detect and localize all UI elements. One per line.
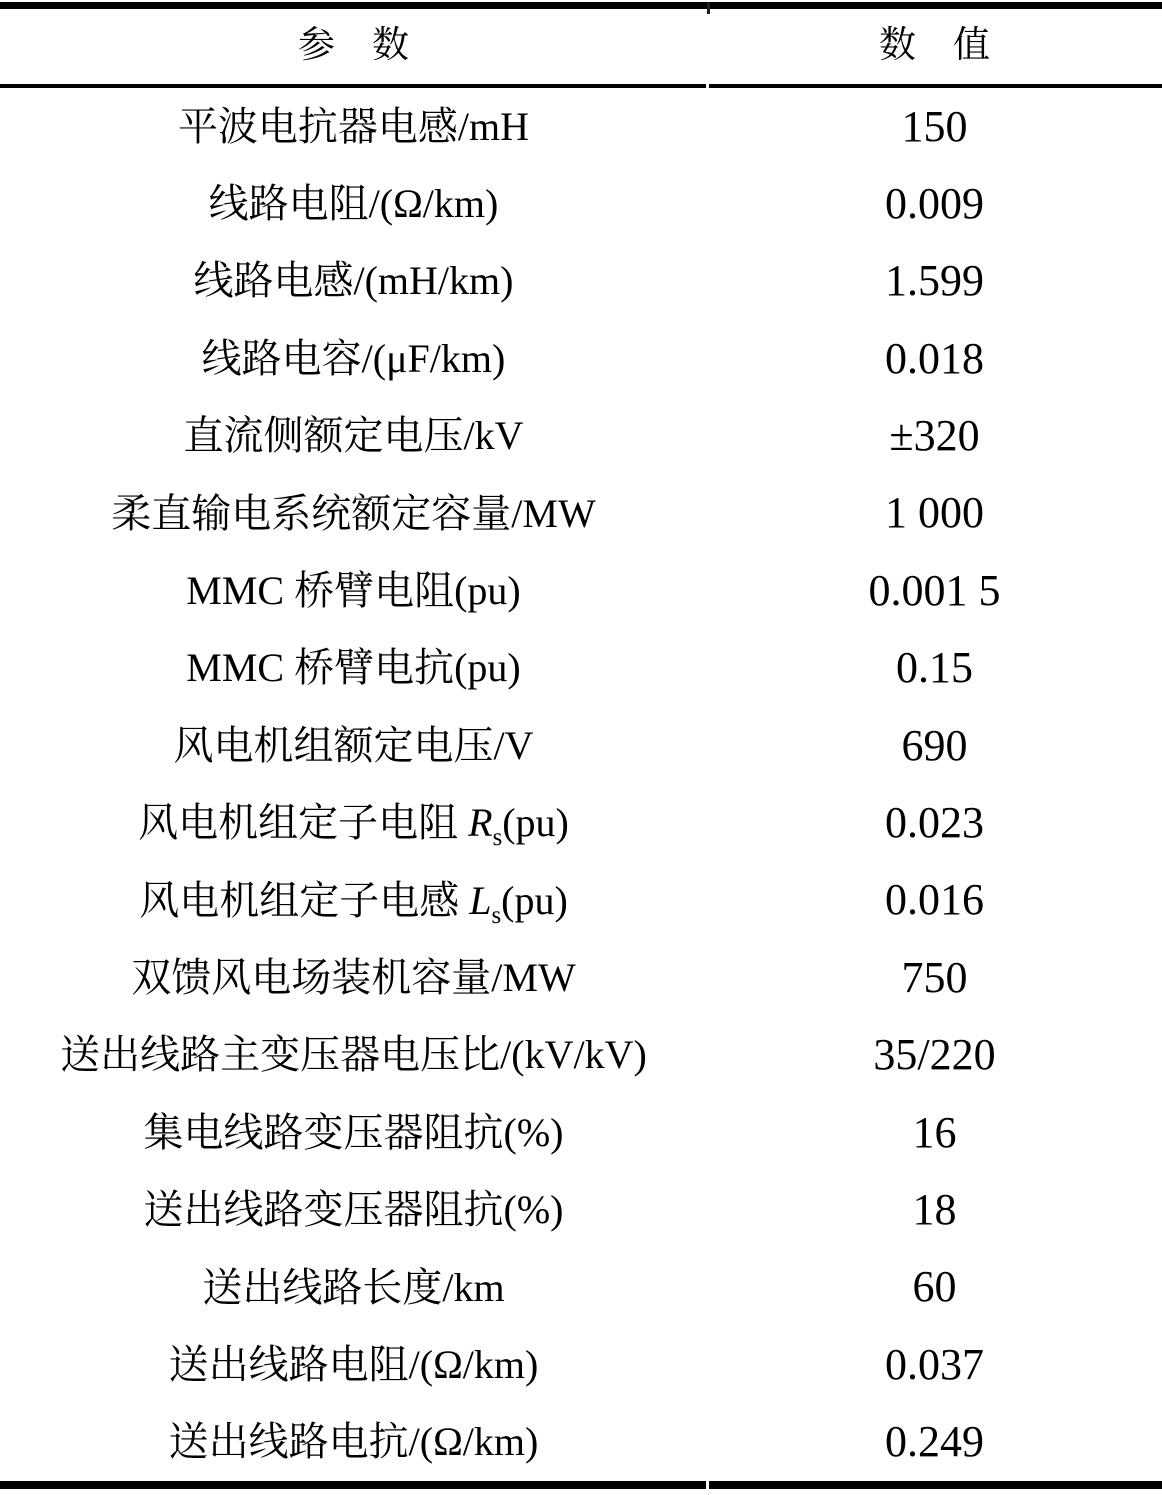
param-cell: 风电机组定子电感 $L_s(pu)$ [139,877,568,929]
table-top-rule [0,2,1162,9]
table-row [0,398,1162,475]
value-cell: ±320 [889,411,980,461]
value-cell: 18 [912,1184,957,1234]
table-row [0,1326,1162,1403]
table-row [0,1171,1162,1248]
value-cell: 750 [901,952,968,1002]
table-row [0,862,1162,939]
value-cell: 0.249 [885,1417,984,1467]
value-cell: 0.009 [885,178,984,228]
value-cell: 0.018 [885,333,984,383]
param-cell: 线路电阻/(Ω/km) [208,181,499,227]
table-row [0,939,1162,1016]
value-cell: 0.037 [885,1339,984,1389]
variable-symbol: R [468,800,493,846]
variable-symbol: L [469,877,492,923]
value-cell: 0.15 [896,643,973,693]
param-cell: 送出线路电阻/(Ω/km) [168,1341,539,1387]
value-cell: 60 [912,1262,957,1312]
value-cell: 1 000 [885,488,984,538]
value-cell: 35/220 [873,1030,996,1080]
table-row [0,243,1162,320]
table-row [0,707,1162,784]
param-cell: 送出线路变压器阻抗(%) [143,1187,564,1233]
scan-seam-gap [706,1481,709,1489]
param-cell: 送出线路电抗/(Ω/km) [168,1419,539,1465]
value-cell: 16 [912,1107,957,1157]
table-bottom-rule [0,1481,1162,1489]
table-header-row [0,9,1162,84]
table-row [0,1404,1162,1481]
value-cell: 0.016 [885,875,984,925]
param-cell: 线路电容/(μF/km) [201,335,506,381]
param-cell: 送出线路长度/km [202,1264,505,1310]
table-row [0,475,1162,552]
table-row [0,1094,1162,1171]
variable-subscript: s [491,901,502,929]
param-cell: 平波电抗器电感/mH [177,103,530,149]
table-body [0,88,1162,1481]
param-cell: 直流侧额定电压/kV [183,413,524,459]
value-cell: 150 [901,101,968,151]
value-cell: 0.023 [885,798,984,848]
param-cell: 线路电感/(mH/km) [193,258,514,304]
param-cell: 集电线路变压器阻抗(%) [143,1109,564,1155]
value-cell: 1.599 [885,256,984,306]
scan-seam-tick [707,2,710,14]
table-row [0,1017,1162,1094]
param-cell: 双馈风电场装机容量/MW [131,954,576,1000]
param-cell: MMC 桥臂电阻(pu) [186,568,521,614]
table-header-rule [0,84,1162,88]
table-row [0,1249,1162,1326]
value-cell: 0.001 5 [868,565,1001,615]
param-cell: 送出线路主变压器电压比/(kV/kV) [60,1032,647,1078]
header-value-cell: 数 值 [879,25,990,67]
param-cell: 风电机组定子电阻 $R_s(pu)$ [138,800,569,852]
param-cell: MMC 桥臂电抗(pu) [186,645,521,691]
table-row [0,165,1162,242]
header-param-cell: 参 数 [298,25,409,67]
param-cell: 风电机组额定电压/V [173,722,534,768]
table-row [0,320,1162,397]
table-row [0,88,1162,165]
scan-seam-gap [706,84,709,88]
table-row [0,630,1162,707]
table-row [0,785,1162,862]
value-cell: 690 [901,720,968,770]
variable-subscript: s [492,824,503,852]
param-cell: 柔直输电系统额定容量/MW [111,490,596,536]
table-row [0,552,1162,629]
